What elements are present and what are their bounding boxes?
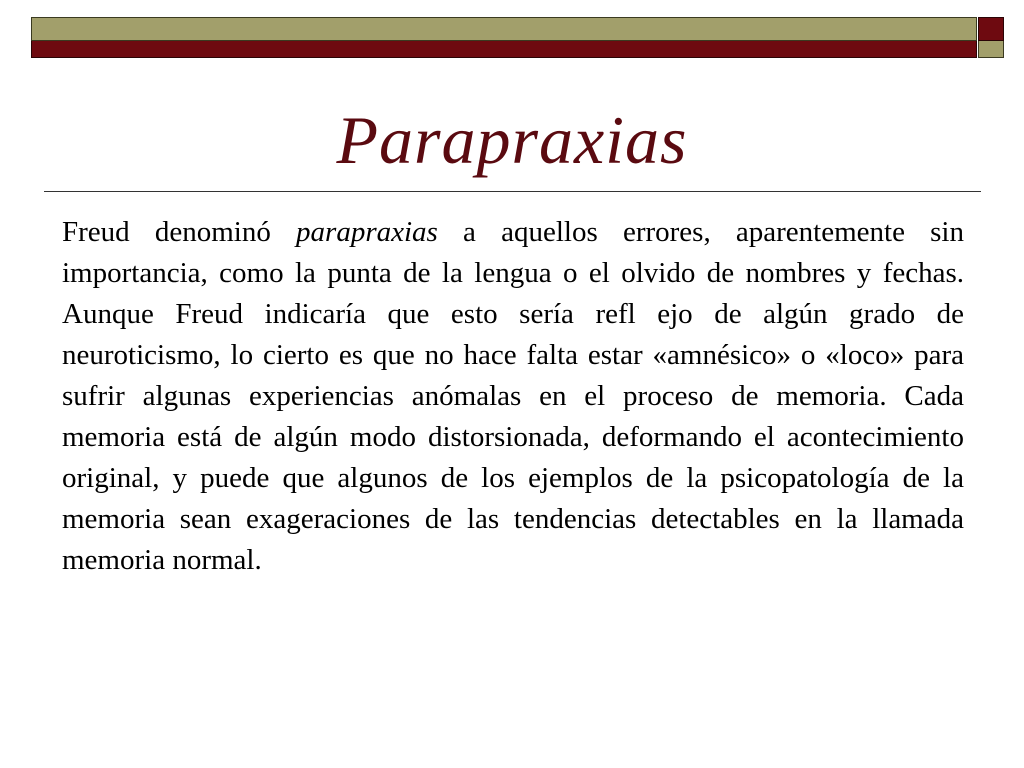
body-text-emphasis: parapraxias [296, 216, 438, 248]
header-bar-olive [31, 17, 977, 41]
header-bar-maroon [31, 41, 977, 58]
corner-square-maroon [978, 17, 1004, 41]
body-text-part1: Freud denominó [62, 216, 297, 248]
body-paragraph [62, 212, 964, 581]
body-text-part2: a aquellos errores, aparentemente sin importancia, como la punta de la lengua o el olvido de nombres y fechas. Aunque Freud indicaría que esto sería refl ejo de algún grado de neuroticismo, lo cierto es que no hace falta estar «amnésico» o «loco» para sufrir algunas experiencias anómalas en el proceso de memoria. Cada memoria está de algún modo distorsionada, deformando el acontecimiento original, y puede que algunos de los ejemplos de la psicopatología de la memoria sean exageraciones de las tendencias detectables en la llamada memoria normal. [62, 216, 964, 576]
corner-square-olive [978, 41, 1004, 58]
title-divider [44, 191, 981, 192]
slide-title: Parapraxias [336, 102, 688, 178]
